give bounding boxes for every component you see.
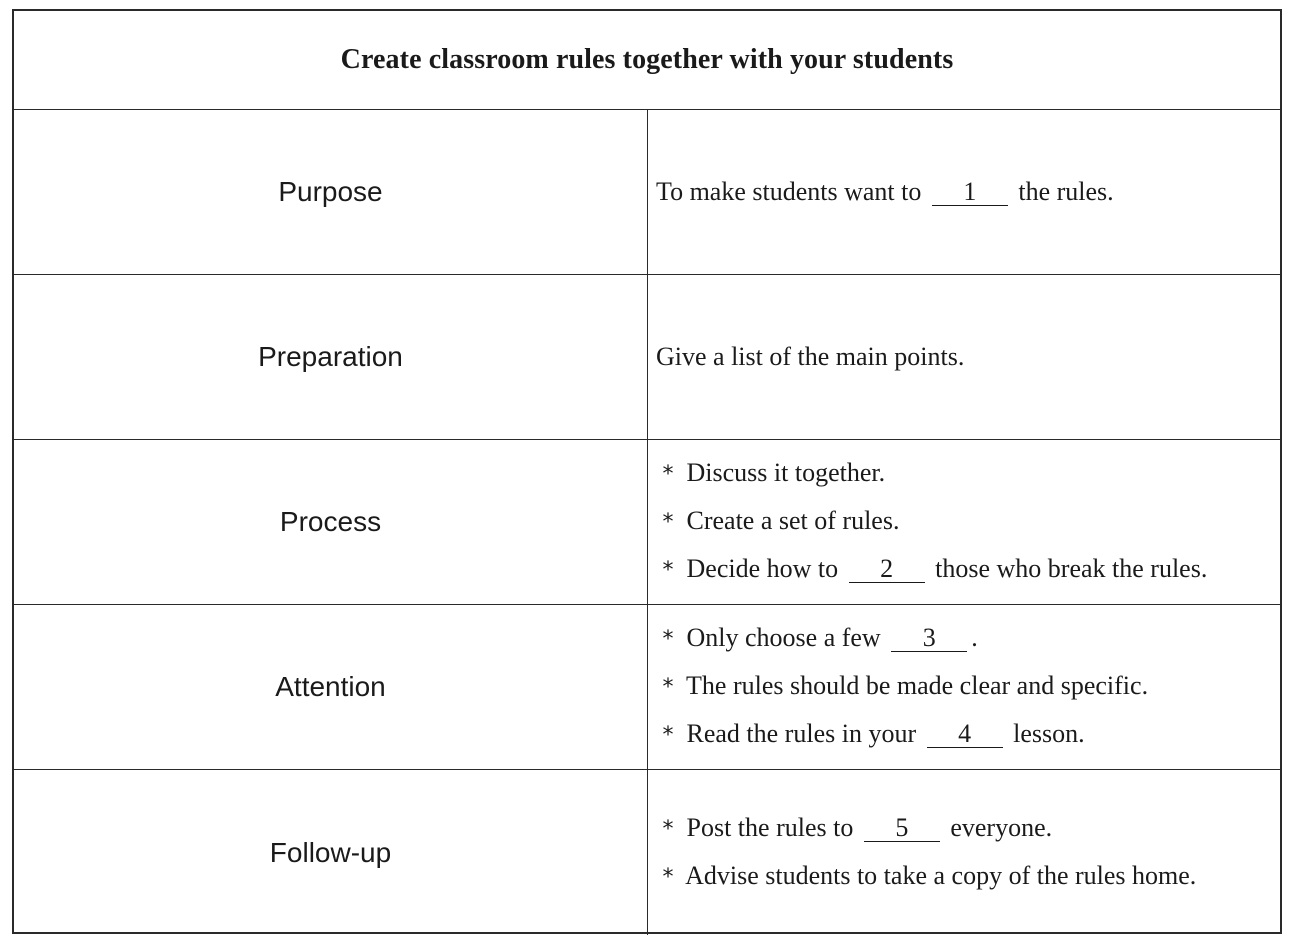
row-label: Follow-up (269, 836, 392, 868)
label-cell (14, 275, 648, 439)
line-text: Read the rules in your (686, 719, 917, 748)
content-line (656, 334, 1280, 380)
line-text: Post the rules to (686, 812, 854, 842)
content-cell (648, 110, 1280, 274)
content-line (656, 711, 1280, 759)
line-text: To make students want to (656, 177, 922, 206)
line-text: everyone. (950, 812, 1053, 842)
content-cell (648, 440, 1280, 604)
content-cell (648, 770, 1280, 935)
asterisk-icon: * (662, 558, 674, 583)
line-text: those who break the rules. (935, 554, 1208, 583)
asterisk-icon: * (662, 816, 674, 842)
label-cell (14, 440, 648, 604)
line-text: Only choose a few (686, 623, 881, 652)
table-row-follow-up (14, 770, 1280, 935)
asterisk-icon: * (662, 864, 674, 890)
table-row-attention (14, 605, 1280, 770)
content-line (656, 450, 1280, 498)
table-row-process (14, 440, 1280, 605)
row-label: Attention (275, 671, 386, 702)
line-text: Decide how to (686, 554, 839, 583)
label-cell (14, 605, 648, 769)
row-label: Purpose (278, 176, 383, 207)
label-cell (14, 110, 648, 274)
table-row-preparation (14, 275, 1280, 440)
table-title: Create classroom rules together with your students (340, 44, 954, 75)
content-line (656, 805, 1280, 853)
answer-blank: 3 (891, 625, 967, 652)
answer-blank: 4 (927, 721, 1003, 748)
row-label: Preparation (258, 341, 403, 372)
content-line (656, 615, 1280, 663)
rules-table (12, 9, 1282, 934)
line-text: The rules should be made clear and specific. (686, 671, 1149, 700)
line-text: Create a set of rules. (686, 506, 900, 535)
line-text: Advise students to take a copy of the rules home. (685, 860, 1197, 890)
asterisk-icon: * (662, 510, 674, 535)
asterisk-icon: * (662, 462, 674, 487)
content-line (656, 546, 1280, 594)
line-text: . (971, 623, 978, 652)
content-line (656, 853, 1280, 901)
row-label: Process (279, 506, 382, 537)
line-text: the rules. (1018, 177, 1114, 206)
label-cell (14, 770, 648, 935)
content-cell (648, 605, 1280, 769)
answer-blank: 1 (932, 179, 1008, 206)
table-row-purpose (14, 110, 1280, 275)
content-line (656, 498, 1280, 546)
line-text: Give a list of the main points. (656, 342, 965, 371)
asterisk-icon: * (662, 723, 674, 748)
asterisk-icon: * (662, 675, 674, 700)
content-cell (648, 275, 1280, 439)
title-row (14, 11, 1280, 110)
answer-blank: 5 (864, 815, 940, 842)
asterisk-icon: * (662, 627, 674, 652)
content-line (656, 663, 1280, 711)
answer-blank: 2 (849, 556, 925, 583)
line-text: lesson. (1013, 719, 1085, 748)
line-text: Discuss it together. (686, 458, 886, 487)
content-line (656, 169, 1280, 215)
